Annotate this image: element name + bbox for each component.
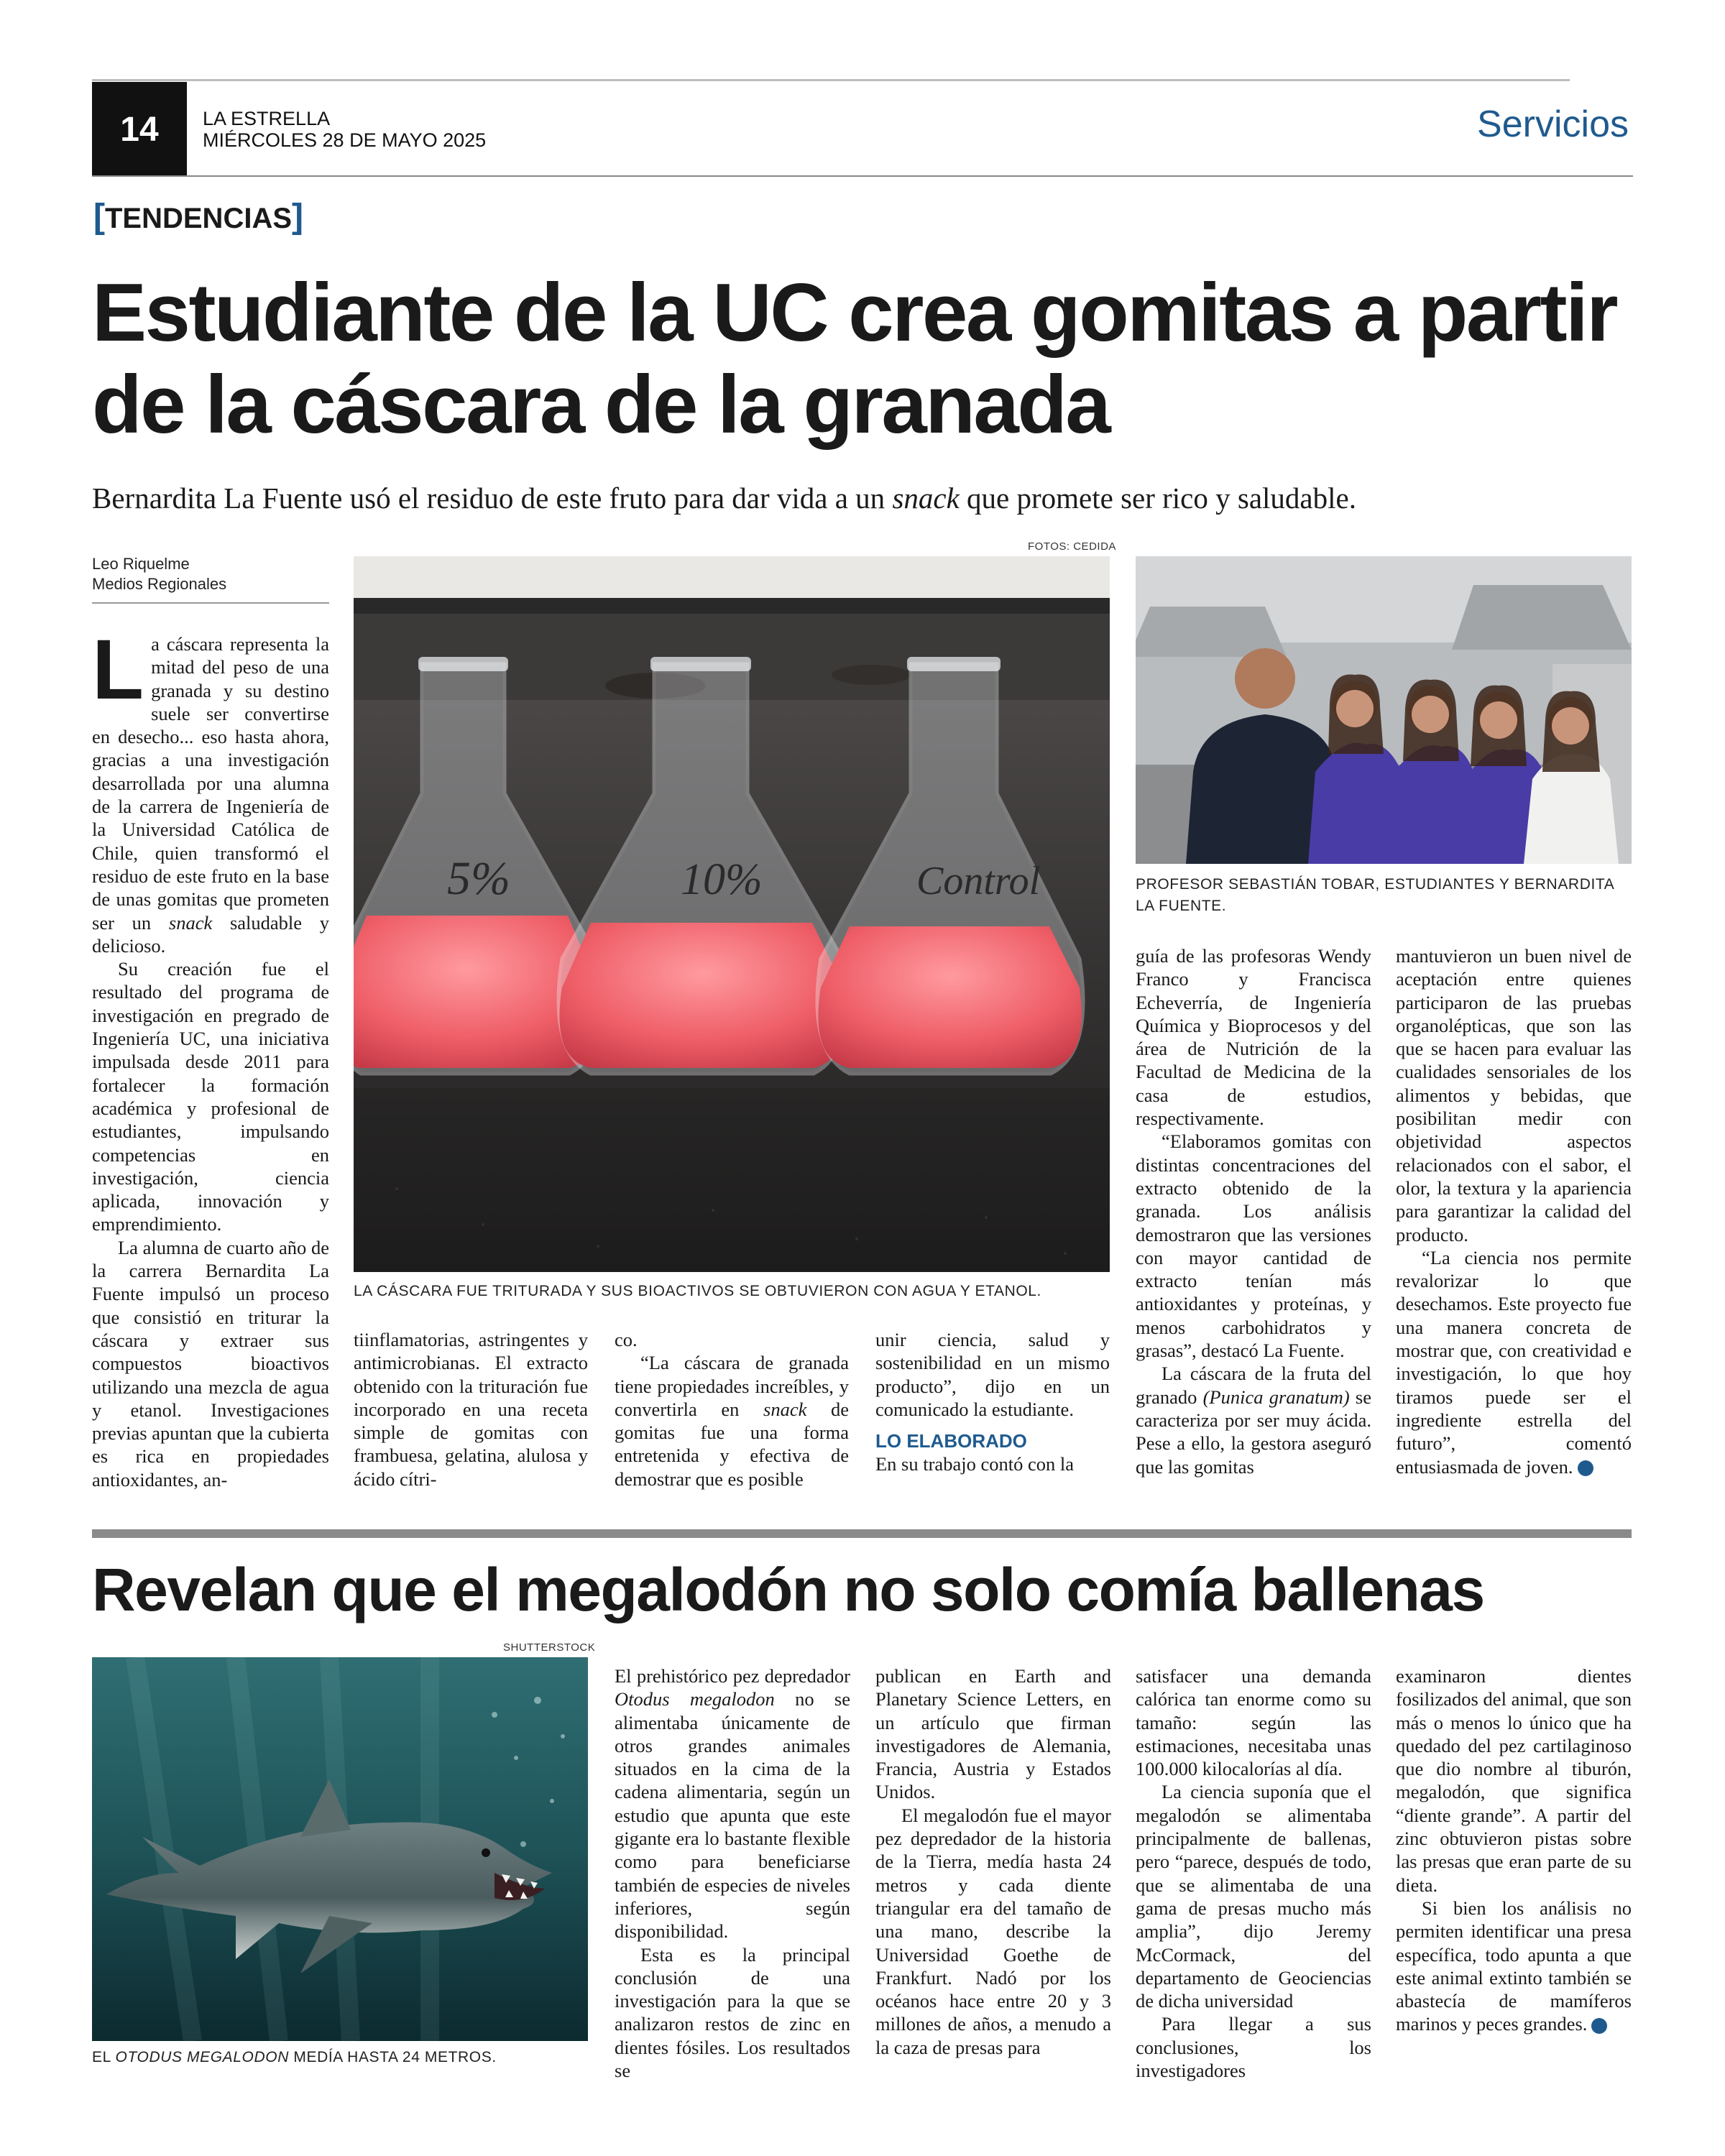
flasks-photo xyxy=(354,556,1110,1272)
byline-divider xyxy=(92,602,329,604)
page-number: 14 xyxy=(120,110,159,149)
section-kicker: [TENDENCIAS] xyxy=(93,198,303,236)
drop-cap: L xyxy=(92,622,144,717)
article-column-6: mantuvieron un buen nivel de aceptación entre quienes participaron de las pruebas organolépticas, que son las que se hacen para evaluar las cualidades sensoriales de los alimentos y bebidas, que posibilitan medir con objetividad aspectos relacionados con el sabor, el olor, la textura y la apariencia para garantizar la calidad del producto. “La ciencia nos permite revalorizar lo que desechamos. Este proyecto fue una manera concreta de mostrar que, con creatividad e investigación, lo que hoy tiramos puede ser el ingrediente estrella del futuro”, comentó entusiasmada de joven. + xyxy=(1396,945,1632,1478)
story-divider xyxy=(92,1529,1632,1538)
header-divider xyxy=(92,175,1633,177)
section-title: Servicios xyxy=(1477,103,1629,145)
article-headline: Estudiante de la UC crea gomitas a partir de la cáscara de la granada xyxy=(92,267,1617,451)
photo-caption-flasks: LA CÁSCARA FUE TRITURADA Y SUS BIOACTIVOS SE OBTUVIERON CON AGUA Y ETANOL. xyxy=(354,1283,1041,1299)
photo-caption-megalodon: EL OTODUS MEGALODON MEDÍA HASTA 24 METROS. xyxy=(92,2049,497,2065)
page-number-badge xyxy=(92,82,187,177)
article-subheadline: Bernardita La Fuente usó el residuo de este fruto para dar vida a un snack que promete ser rico y saludable. xyxy=(92,482,1356,515)
newspaper-name: LA ESTRELLA xyxy=(203,108,331,129)
article-column-1: La cáscara representa la mitad del peso de una granada y su destino suele ser convertirse en desecho... eso hasta ahora, gracias a una investigación desarrollada por una alumna de la carrera de Ingeniería de la Universidad Católica de Chile, quien transformó el residuo de este fruto en la base de unas gomitas que prometen ser un snack saludable y delicioso. Su creación fue el resultado del programa de investigación en pregrado de Ingeniería UC, una iniciativa impulsada desde 2011 para fortalecer la formación académica y profesional de estudiantes, impulsando competencias en investigación, ciencia aplicada, innovación y emprendimiento. La alumna de cuarto año de la carrera Bernardita La Fuente impulsó un proceso que consistió en triturar la cáscara y extraer sus compuestos bioactivos utilizando una mezcla de agua y etanol. Investigaciones previas apuntan que la cubierta es rica en propiedades antioxidantes, an- xyxy=(92,622,330,1491)
article-column-3: co. “La cáscara de granada tiene propiedades increíbles, y convertirla en snack de gomitas fue una forma entretenida y efectiva de demostrar que es posible xyxy=(615,1329,849,1490)
flask-label-10: 10% xyxy=(681,855,763,904)
group-photo xyxy=(1136,556,1632,864)
issue-date: MIÉRCOLES 28 DE MAYO 2025 xyxy=(203,129,487,151)
article-column-5: guía de las profesoras Wendy Franco y Francisca Echeverría, de Ingeniería Química y Bioprocesos y del área de Nutrición de la Facultad de Medicina de la casa de estudios, respectivamente. “Elaboramos gomitas con distintas concentraciones del extracto obtenido de la granada. Los análisis demostraron que las versiones con mayor cantidad de extracto tenían más antioxidantes y proteínas, y menos carbohidratos y grasas”, destacó La Fuente. La cáscara de la fruta del granado (Punica granatum) se caracteriza por ser muy ácida. Pese a ello, la gestora aseguró que las gomitas xyxy=(1136,945,1371,1478)
second-article-column-2: publican en Earth and Planetary Science Letters, en un artículo que firman investigadores de Alemania, Francia, Austria y Estados Unidos. El megalodón fue el mayor pez depredador de la historia de la Tierra, medía hasta 24 metros y cada diente triangular era del tamaño de una mano, describe la Universidad Goethe de Frankfurt. Nadó por los océanos hace entre 20 y 3 millones de años, a menudo a la caza de presas para xyxy=(875,1665,1111,2058)
article-column-2: tiinflamatorias, astringentes y antimicrobianas. El extracto obtenido con la trituración fue incorporado en una receta simple de gomitas con frambuesa, gelatina, alulosa y ácido cítri- xyxy=(354,1329,588,1490)
flask-label-control: Control xyxy=(916,859,1041,903)
second-article-column-3: satisfacer una demanda calórica tan enorme como su tamaño: según las estimaciones, necesitaba unas 100.000 kilocalorías al día. La ciencia suponía que el megalodón se alimentaba principalmente de ballenas, pero “parece, después de todo, que se alimentaba de una gama de presas mucho más amplia”, dijo Jeremy McCormack, del departamento de Geociencias de dicha universidad Para llegar a sus conclusiones, los investigadores xyxy=(1136,1665,1371,2082)
second-article-column-1: El prehistórico pez depredador Otodus megalodon no se alimentaba únicamente de otros grandes animales situados en la cima de la cadena alimentaria, según un estudio que apunta que este gigante era lo bastante flexible como para beneficiarse también de especies de niveles inferiores, según disponibilidad. Esta es la principal conclusión de una investigación para la que se analizaron restos de zinc en dientes fósiles. Los resultados se xyxy=(615,1665,851,2082)
second-article-column-4: examinaron dientes fosilizados del animal, que son más o menos lo único que ha quedado del pez cartilaginoso que dio nombre al tiburón, megalodón, que significa “diente grande”. A partir del zinc obtuvieron pistas sobre las presas que eran parte de su dieta. Si bien los análisis no permiten identificar una presa específica, todo apunta a que este animal extinto también se abastecía de mamíferos marinos y peces grandes. + xyxy=(1396,1665,1632,2035)
photo-caption-group: PROFESOR SEBASTIÁN TOBAR, ESTUDIANTES Y BERNARDITA LA FUENTE. xyxy=(1136,876,1614,914)
flask-label-5: 5% xyxy=(447,852,510,905)
photo-credit: FOTOS: CEDIDA xyxy=(1028,540,1116,553)
byline-author: Leo Riquelme xyxy=(92,555,190,573)
byline-organization: Medios Regionales xyxy=(92,575,227,593)
photo-credit-shark: SHUTTERSTOCK xyxy=(503,1641,596,1654)
section-subheading: LO ELABORADO xyxy=(875,1430,1027,1452)
top-rule xyxy=(92,79,1570,81)
end-of-article-icon: + xyxy=(1578,1460,1593,1476)
kicker-label: TENDENCIAS xyxy=(104,203,293,234)
end-of-article-icon: + xyxy=(1591,2018,1607,2034)
megalodon-photo xyxy=(92,1657,588,2041)
article-column-4: unir ciencia, salud y sostenibilidad en un mismo producto”, dijo en un comunicado la estudiante. LO ELABORADO En su trabajo contó con la xyxy=(875,1329,1110,1475)
second-article-headline: Revelan que el megalodón no solo comía ballenas xyxy=(92,1556,1484,1623)
